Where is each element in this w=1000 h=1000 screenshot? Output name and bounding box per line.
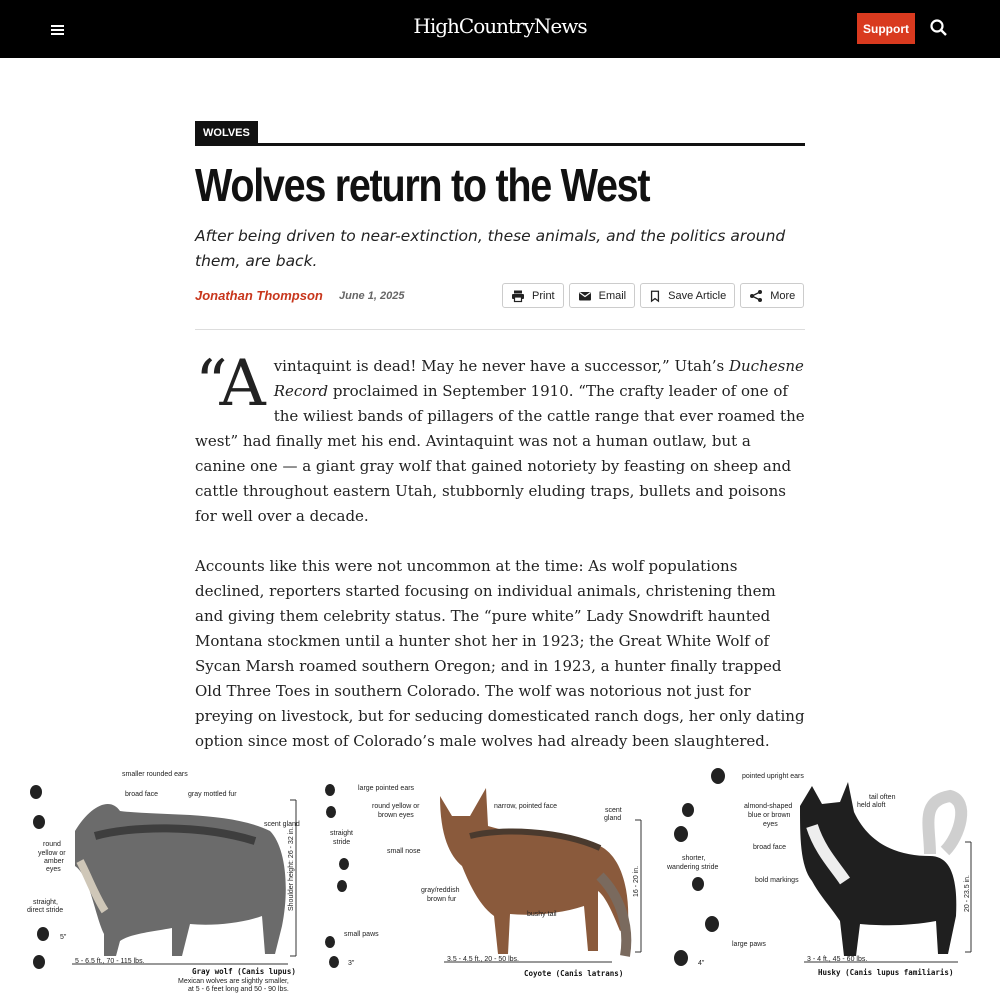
husky-label: large paws bbox=[732, 941, 766, 948]
site-header bbox=[0, 0, 1000, 58]
paragraph-text: proclaimed in September 1910. “The crafty leader of one of the wiliest bands of pillagers of the cattle range that ever roamed the west” had finally met his end. Avintaquint was not a human outlaw, but a canine one — a giant gray wolf that gained notoriety by feasting on sheep and cattle throughout eastern Utah, stubbornly eluding traps, bullets and poisons for well over a decade. bbox=[195, 382, 805, 525]
section-rule bbox=[195, 143, 805, 146]
coyote-label: large pointed ears bbox=[358, 785, 415, 792]
print-label: Print bbox=[532, 289, 555, 302]
husky-label: shorter, bbox=[682, 855, 706, 862]
coyote-illustration bbox=[325, 784, 641, 978]
paragraph: Accounts like this were not uncommon at the time: As wolf populations declined, reporters started focusing on individual animals, christening them and giving them celebrity status. The “pure white” Lady Snowdrift haunted Montana stockmen until a hunter shot her in 1923; the Great White Wolf of Sycan Marsh roamed southern Oregon; and in 1923, a hunter finally trapped Old Three Toes in southern Colorado. The wolf was notorious not just for preying on livestock, but for seducing domesticated ranch dogs, her only dating option since most of Colorado’s male wolves had already been slaughtered. bbox=[195, 557, 805, 750]
wolf-label: direct stride bbox=[27, 907, 64, 914]
coyote-label: gray/reddish bbox=[421, 887, 460, 894]
share-icon bbox=[749, 289, 763, 303]
wolf-label: Shoulder height: 26 - 32 in. bbox=[288, 826, 295, 911]
headline: Wolves return to the West bbox=[195, 159, 650, 211]
canine-comparison-illustration bbox=[0, 756, 1000, 1000]
email-button[interactable] bbox=[569, 283, 636, 308]
publication-title: Duchesne Record bbox=[273, 357, 804, 400]
mail-icon bbox=[578, 289, 592, 303]
more-button[interactable] bbox=[740, 283, 804, 308]
coyote-label: brown eyes bbox=[378, 812, 414, 819]
wolf-label: 5" bbox=[60, 934, 67, 941]
gray-wolf-illustration bbox=[27, 771, 300, 993]
coyote-label: brown fur bbox=[427, 896, 457, 903]
coyote-label: round yellow or bbox=[372, 803, 420, 810]
site-logo[interactable]: HighCountryNews bbox=[413, 14, 587, 38]
husky-caption: Husky (Canis lupus familiaris) bbox=[818, 968, 954, 977]
drop-cap: “A bbox=[195, 347, 266, 421]
coyote-label: 16 - 20 in. bbox=[633, 865, 640, 897]
husky-illustration bbox=[666, 768, 971, 977]
header-divider bbox=[195, 329, 805, 330]
husky-label: broad face bbox=[753, 844, 787, 851]
wolf-label: 5 - 6.5 ft., 70 - 115 lbs. bbox=[75, 958, 145, 965]
wolf-label: eyes bbox=[46, 866, 61, 873]
wolf-note: Mexican wolves are slightly smaller, bbox=[178, 978, 289, 985]
save-article-button[interactable] bbox=[640, 283, 735, 308]
search-icon[interactable] bbox=[928, 17, 950, 39]
wolf-label: straight, bbox=[33, 899, 58, 906]
wolf-label: round bbox=[43, 841, 61, 848]
more-label: More bbox=[770, 289, 796, 302]
wolf-note: at 5 - 6 feet long and 50 - 90 lbs. bbox=[188, 986, 289, 993]
coyote-label: narrow, pointed face bbox=[494, 803, 558, 810]
coyote-label: 3" bbox=[348, 960, 355, 967]
coyote-label: straight bbox=[330, 830, 353, 837]
coyote-caption: Coyote (Canis latrans) bbox=[524, 969, 624, 978]
printer-icon bbox=[511, 289, 525, 303]
bookmark-icon bbox=[649, 289, 661, 303]
husky-label: wandering stride bbox=[667, 864, 719, 871]
print-button[interactable] bbox=[502, 283, 564, 308]
husky-label: almond-shaped bbox=[744, 803, 793, 810]
article-body bbox=[195, 347, 805, 779]
wolf-label: amber bbox=[44, 858, 64, 865]
husky-label: pointed upright ears bbox=[742, 773, 804, 780]
wolf-label: gray mottled fur bbox=[188, 791, 237, 798]
wolf-label: smaller rounded ears bbox=[122, 771, 188, 778]
coyote-label: small paws bbox=[344, 931, 379, 938]
wolf-caption: Gray wolf (Canis lupus) bbox=[192, 967, 296, 976]
wolf-label: yellow or bbox=[38, 850, 66, 857]
husky-label: 20 - 23.5 in. bbox=[964, 875, 971, 912]
husky-label: 4" bbox=[698, 960, 705, 967]
author-link[interactable]: Jonathan Thompson bbox=[195, 288, 323, 303]
section-tag[interactable]: WOLVES bbox=[195, 121, 258, 146]
coyote-label: small nose bbox=[387, 848, 421, 855]
dek: After being driven to near-extinction, these animals, and the politics around them, are back. bbox=[195, 227, 786, 270]
coyote-label: stride bbox=[333, 839, 351, 846]
paragraph bbox=[195, 347, 805, 529]
husky-label: eyes bbox=[763, 821, 778, 828]
husky-label: blue or brown bbox=[748, 812, 791, 819]
article-actions bbox=[502, 283, 804, 308]
save-label: Save Article bbox=[668, 289, 727, 302]
wolf-label: broad face bbox=[125, 791, 159, 798]
wolf-label: scent gland bbox=[264, 821, 300, 828]
support-button[interactable]: Support bbox=[857, 13, 915, 44]
husky-label: tail often bbox=[869, 794, 896, 801]
husky-label: held aloft bbox=[857, 802, 886, 809]
husky-label: bold markings bbox=[755, 877, 799, 884]
coyote-label: scent bbox=[605, 807, 622, 814]
coyote-label: bushy tail bbox=[527, 911, 557, 918]
publish-date: June 1, 2025 bbox=[339, 290, 405, 302]
email-label: Email bbox=[598, 289, 627, 302]
husky-label: 3 - 4 ft., 45 - 60 lbs. bbox=[807, 956, 868, 963]
coyote-label: gland bbox=[604, 815, 622, 822]
paragraph-text: vintaquint is dead! May he never have a successor,” Utah’s bbox=[273, 357, 729, 375]
coyote-label: 3.5 - 4.5 ft., 20 - 50 lbs. bbox=[447, 956, 519, 963]
